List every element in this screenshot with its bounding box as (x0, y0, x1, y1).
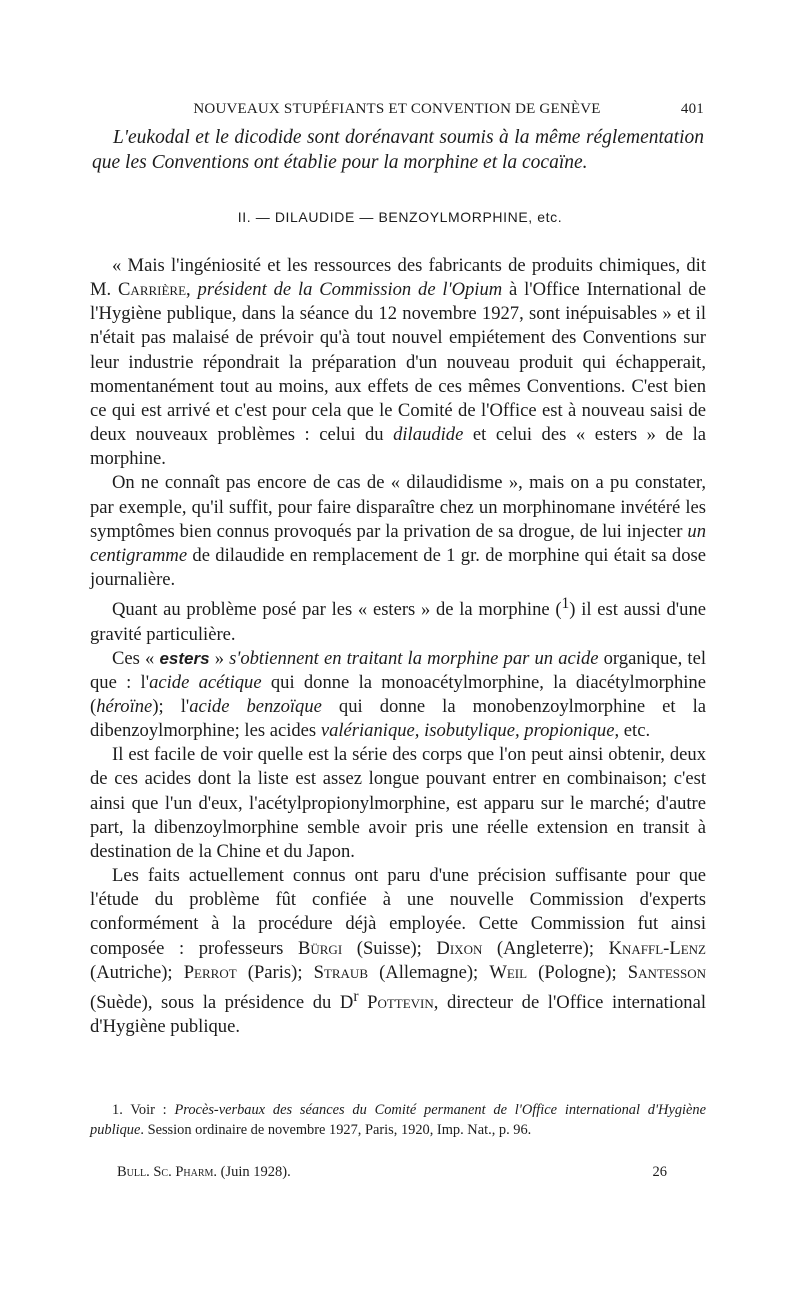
person-name: Perrot (183, 961, 237, 983)
text-run: (Paris); (236, 961, 314, 983)
footnote (90, 1101, 706, 1140)
text-run: (Angleterre); (482, 937, 609, 959)
term-dilaudide: dilaudide (393, 424, 464, 446)
italic-run: valérianique, isobutylique, propionique (320, 720, 615, 742)
text-run: « Mais l'ingéniosité et les ressources des fabricants de produits chimiques, dit M. (90, 255, 706, 301)
person-name: Dixon (436, 937, 483, 959)
person-name: Pottevin (367, 992, 434, 1014)
page-number: 401 (680, 101, 704, 117)
italic-run: s'obtiennent en traitant la morphine par un acide (229, 647, 599, 669)
footnote-ref: 1 (561, 595, 570, 613)
intro-paragraph (92, 125, 704, 175)
text-run: . Session ordinaire de novembre 1927, Paris, 1920, Imp. Nat., p. 96. (140, 1121, 532, 1138)
running-title: NOUVEAUX STUPÉFIANTS ET CONVENTION DE GENÈVE (193, 101, 601, 117)
person-name: Straub (313, 961, 368, 983)
text-run: Les faits actuellement connus ont paru d'une précision suffisante pour que l'étude du problème fût confiée à une nouvelle Commission d'experts conformément à la procédure déjà employée. Cette Commission fut ainsi composée : professeurs (90, 865, 706, 959)
term-esters: esters (159, 648, 210, 668)
person-name: Santesson (627, 961, 707, 983)
term-centigramme: un centigramme (90, 520, 706, 566)
superscript: r (353, 987, 359, 1005)
page-footer (117, 1164, 667, 1181)
italic-run: acide benzoïque (189, 696, 322, 717)
text-run: (Autriche); (90, 961, 184, 983)
text-run (359, 992, 368, 1013)
journal-name: Bull. Sc. Pharm. (117, 1164, 218, 1180)
paragraph-6 (90, 864, 706, 1039)
text-run: organique, tel que : l' (90, 647, 707, 693)
text-run: 1. Voir : (112, 1102, 175, 1118)
text-run: (Suisse); (342, 937, 437, 959)
paragraph-3 (90, 592, 706, 647)
signature-mark: 26 (652, 1164, 667, 1180)
intro-text: L'eukodal et le dicodide sont dorénavant soumis à la même réglementation que les Conventions ont établie pour la morphine et la cocaïne. (92, 127, 704, 173)
text-run: Quant au problème posé par les « esters » de la morphine ( (112, 599, 562, 621)
paragraph-4 (90, 647, 706, 744)
role-title: président de la Commission de l'Opium (197, 279, 503, 301)
italic-run: héroïne (96, 696, 153, 717)
text-run: Il est facile de voir quelle est la série des corps que l'on peut ainsi obtenir, deux de ces acides dont la liste est assez longue pouvant entrer en combinaison; c'est ainsi que l'un d'eux, l'acétylpropionylmorphine, est apparu sur le marché; d'autre part, la dibenzoylmorphine semble avoir pris une réelle extension en transit à destination de la Chine et du Japon. (90, 744, 706, 862)
section-heading: II. — DILAUDIDE — BENZOYLMORPHINE, etc. (237, 209, 563, 225)
paragraph-5 (90, 743, 706, 864)
text-run: qui donne la monoacétylmorphine, la diacétylmorphine ( (90, 671, 706, 717)
body-text (90, 254, 706, 1039)
footnote-title: Procès-verbaux des séances du Comité permanent de l'Office international d'Hygiène publique (90, 1102, 706, 1138)
person-name: Carrière (118, 279, 187, 301)
text-run: Ces « (112, 647, 160, 669)
italic-run: acide acétique (149, 671, 262, 693)
issue-date: (Juin 1928). (220, 1164, 291, 1180)
paragraph-2 (90, 471, 706, 592)
paragraph-1 (90, 254, 706, 471)
text-run: de dilaudide en remplacement de 1 gr. de morphine qui était sa dose journalière. (90, 544, 706, 591)
text-run: » (209, 647, 230, 669)
page-header (90, 101, 704, 118)
text-run: et celui des « esters » de la morphine. (90, 424, 706, 470)
text-run: On ne connaît pas encore de cas de « dilaudidisme », mais on a pu constater, par exemple, qu'il suffit, pour faire disparaître chez un morphinomane invétéré les symptômes bien connus provoqués par la privation de sa drogue, de lui injecter (90, 472, 706, 542)
text-run: , etc. (614, 720, 651, 742)
text-run: ); l' (152, 696, 190, 717)
text-run: , directeur de l'Office international d'Hygiène publique. (90, 992, 706, 1038)
person-name: Knaffl-Lenz (608, 937, 707, 959)
text-run: , (186, 279, 198, 301)
text-run: à l'Office International de l'Hygiène publique, dans la séance du 12 novembre 1927, sont inépuisables » et il n'était pas malaisé de prévoir qu'à tout nouvel empiétement des Conventions sur leur industrie répondrait la préparation d'un nouveau produit qui échapperait, momentanément tout au moins, aux effets de ces mêmes Conventions. C'est bien ce qui est arrivé et c'est pour cela que le Comité de l'Office est à nouveau saisi de deux nouveaux problèmes : celui du (90, 279, 706, 446)
person-name: Weil (489, 961, 528, 983)
text-run: (Suède), sous la présidence du D (90, 992, 354, 1014)
text-run: ) il est aussi d'une gravité particulière. (90, 599, 706, 645)
text-run: qui donne la monobenzoylmorphine et la dibenzoylmorphine; les acides (90, 696, 706, 742)
text-run: (Pologne); (527, 961, 628, 983)
person-name: Bürgi (297, 937, 343, 959)
text-run: (Allemagne); (368, 961, 490, 983)
